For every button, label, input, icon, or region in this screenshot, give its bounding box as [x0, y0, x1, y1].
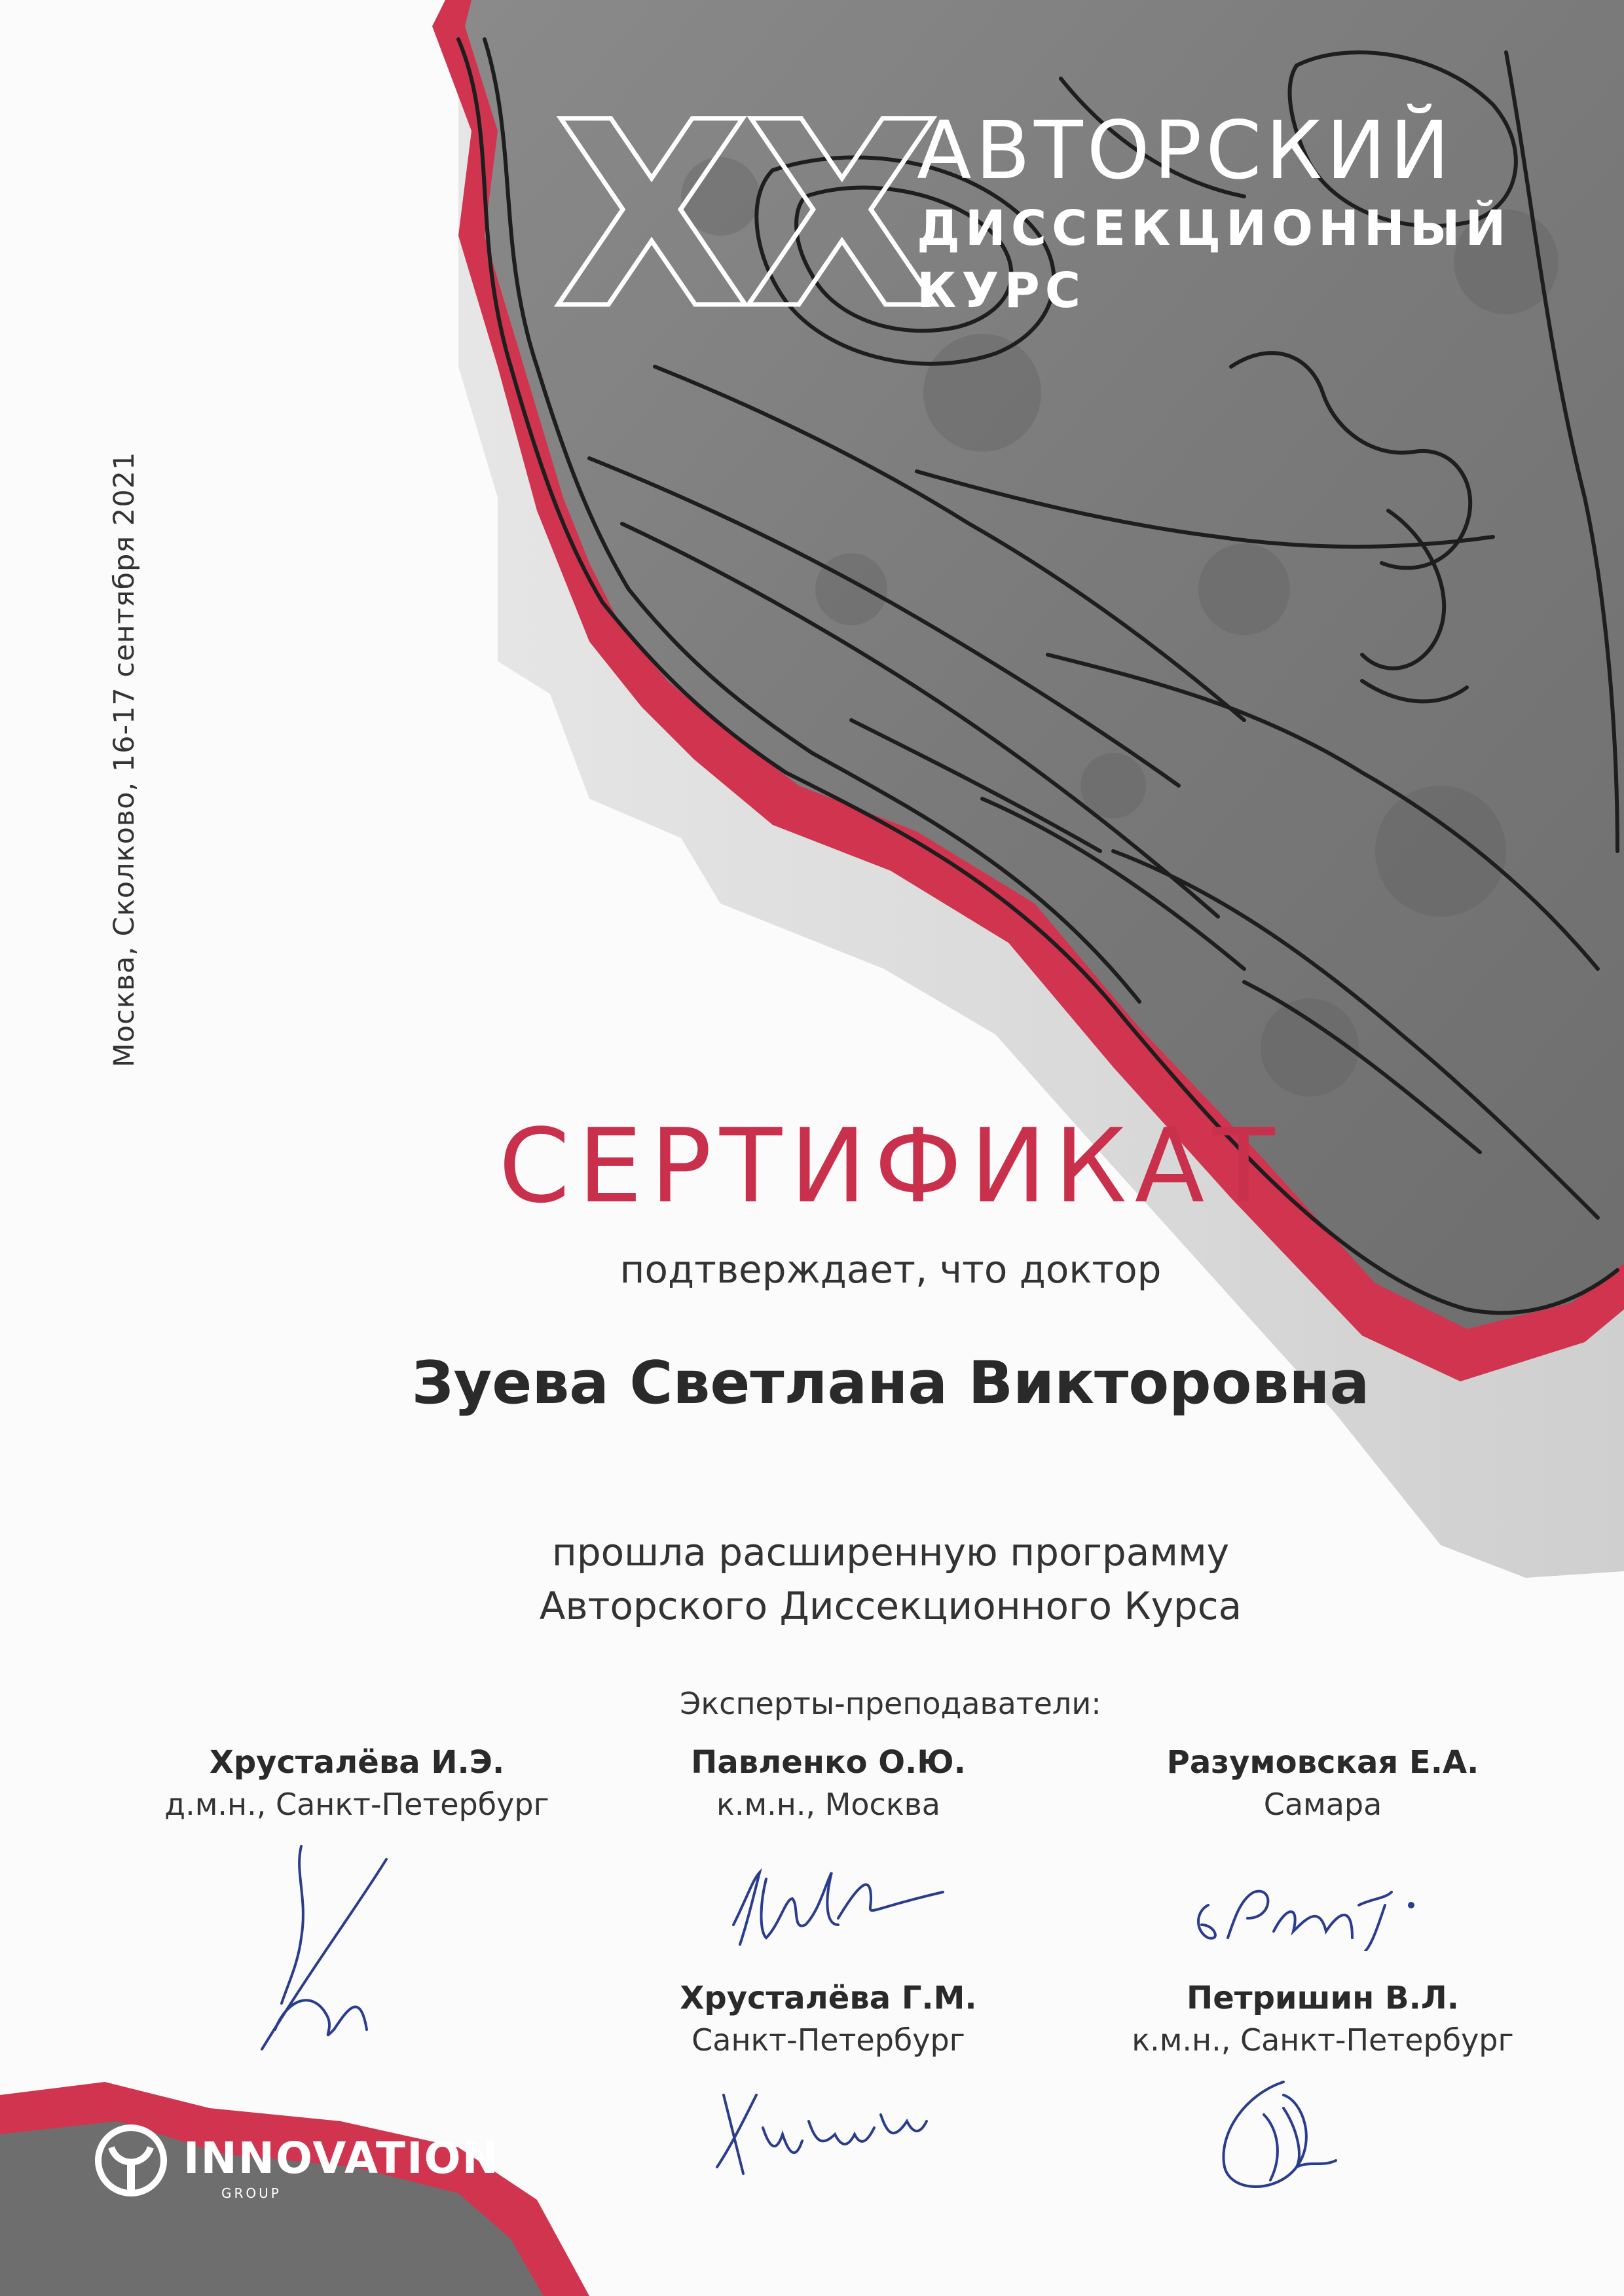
expert-name: Хрусталёва И.Э. [209, 1744, 505, 1781]
expert-name: Разумовская Е.А. [1166, 1744, 1479, 1781]
course-title-line2: ДИССЕКЦИОННЫЙ [917, 200, 1511, 257]
course-title-line1: АВТОРСКИЙ [917, 104, 1454, 197]
program-text [0, 1525, 1624, 1633]
expert-razumovskaya [1094, 1741, 1552, 1825]
program-line1: прошла расширенную программу [551, 1530, 1230, 1575]
recipient-name: Зуева Светлана Викторовна [411, 1349, 1370, 1417]
signature-petrishin [1205, 2069, 1349, 2200]
signature-khrustaleva-gm [704, 2082, 946, 2180]
logo-name: INNOVATION [183, 2133, 500, 2183]
expert-detail: Санкт-Петербург [692, 2022, 965, 2058]
confirm-text: подтверждает, что доктор [619, 1247, 1162, 1292]
experts-title: Эксперты-преподаватели: [680, 1686, 1101, 1721]
expert-detail: к.м.н., Москва [716, 1787, 940, 1822]
logo-sub: GROUP [221, 2185, 282, 2201]
signature-pavlenko [707, 1859, 956, 1951]
signature-khrustaleva-ie [236, 1833, 406, 2069]
course-title-line3: КУРС [917, 263, 1086, 319]
expert-name: Хрусталёва Г.М. [680, 1980, 977, 2016]
expert-pavlenko [599, 1741, 1058, 1825]
expert-khrustaleva-ie [128, 1741, 586, 1825]
expert-detail: д.м.н., Санкт-Петербург [164, 1787, 549, 1822]
innovation-logo-icon [92, 2121, 170, 2200]
expert-detail: Самара [1263, 1787, 1382, 1822]
signature-razumovskaya [1189, 1879, 1424, 1951]
expert-name: Павленко О.Ю. [691, 1744, 966, 1781]
date-place: Москва, Сколково, 16-17 сентября 2021 [108, 451, 141, 1068]
expert-khrustaleva-gm [599, 1977, 1058, 2061]
expert-name: Петришин В.Л. [1187, 1980, 1459, 2016]
program-line2: Авторского Диссекционного Курса [539, 1584, 1242, 1628]
course-number: XX [553, 67, 934, 365]
certificate-title: СЕРТИФИКАТ [498, 1106, 1283, 1226]
expert-petrishin [1094, 1977, 1552, 2061]
expert-detail: к.м.н., Санкт-Петербург [1132, 2022, 1514, 2058]
